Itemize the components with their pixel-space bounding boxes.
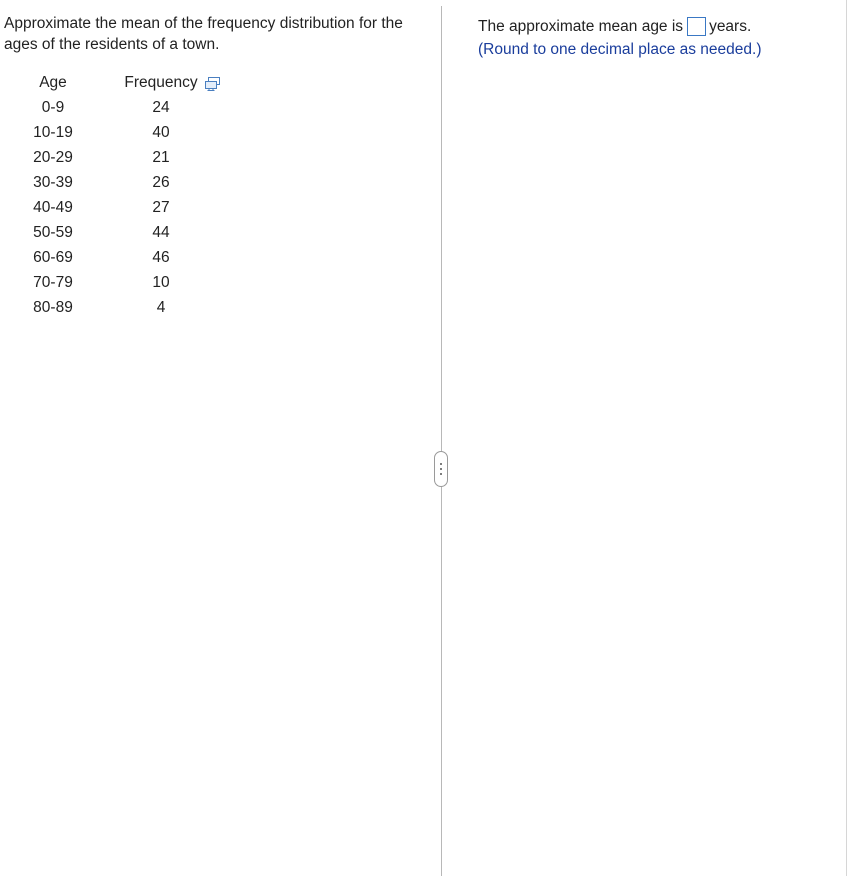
frequency-table — [22, 71, 202, 320]
frequency-cell: 46 — [152, 248, 170, 266]
splitter-grip-dot — [440, 463, 442, 465]
age-column-header: Age — [39, 74, 67, 91]
answer-prefix: The approximate mean age is — [478, 17, 684, 35]
age-cell: 70-79 — [33, 273, 73, 291]
table-row — [22, 95, 202, 120]
table-row — [22, 270, 202, 295]
frequency-cell: 44 — [152, 223, 170, 241]
table-row — [22, 120, 202, 145]
frequency-cell: 4 — [156, 298, 166, 316]
table-row — [22, 295, 202, 320]
age-cell: 20-29 — [33, 148, 73, 166]
answer-line — [478, 17, 751, 36]
pane-divider — [441, 6, 442, 876]
table-row — [22, 145, 202, 170]
frequency-cell: 21 — [152, 148, 170, 166]
frequency-cell: 40 — [152, 123, 170, 141]
answer-suffix: years. — [709, 17, 752, 35]
table-row — [22, 170, 202, 195]
age-cell: 30-39 — [33, 173, 73, 191]
splitter-grip-dot — [440, 468, 442, 470]
question-text: Approximate the mean of the frequency distribution for the ages of the residents of a town. — [4, 15, 403, 53]
answer-pane — [443, 0, 847, 876]
age-cell: 60-69 — [33, 248, 73, 266]
table-row — [22, 220, 202, 245]
frequency-cell: 26 — [152, 173, 170, 191]
answer-input[interactable] — [687, 17, 706, 36]
age-cell: 80-89 — [33, 298, 73, 316]
copy-data-icon[interactable] — [205, 77, 221, 91]
table-header-row — [22, 71, 202, 95]
frequency-column-header: Frequency — [124, 74, 198, 91]
frequency-cell: 27 — [152, 198, 170, 216]
age-cell: 50-59 — [33, 223, 73, 241]
frequency-cell: 10 — [152, 273, 170, 291]
age-cell: 0-9 — [41, 98, 65, 116]
table-row — [22, 195, 202, 220]
table-row — [22, 245, 202, 270]
splitter-grip-dot — [440, 473, 442, 475]
age-cell: 40-49 — [33, 198, 73, 216]
rounding-hint: (Round to one decimal place as needed.) — [478, 41, 762, 58]
frequency-cell: 24 — [152, 98, 170, 116]
age-cell: 10-19 — [33, 123, 73, 141]
